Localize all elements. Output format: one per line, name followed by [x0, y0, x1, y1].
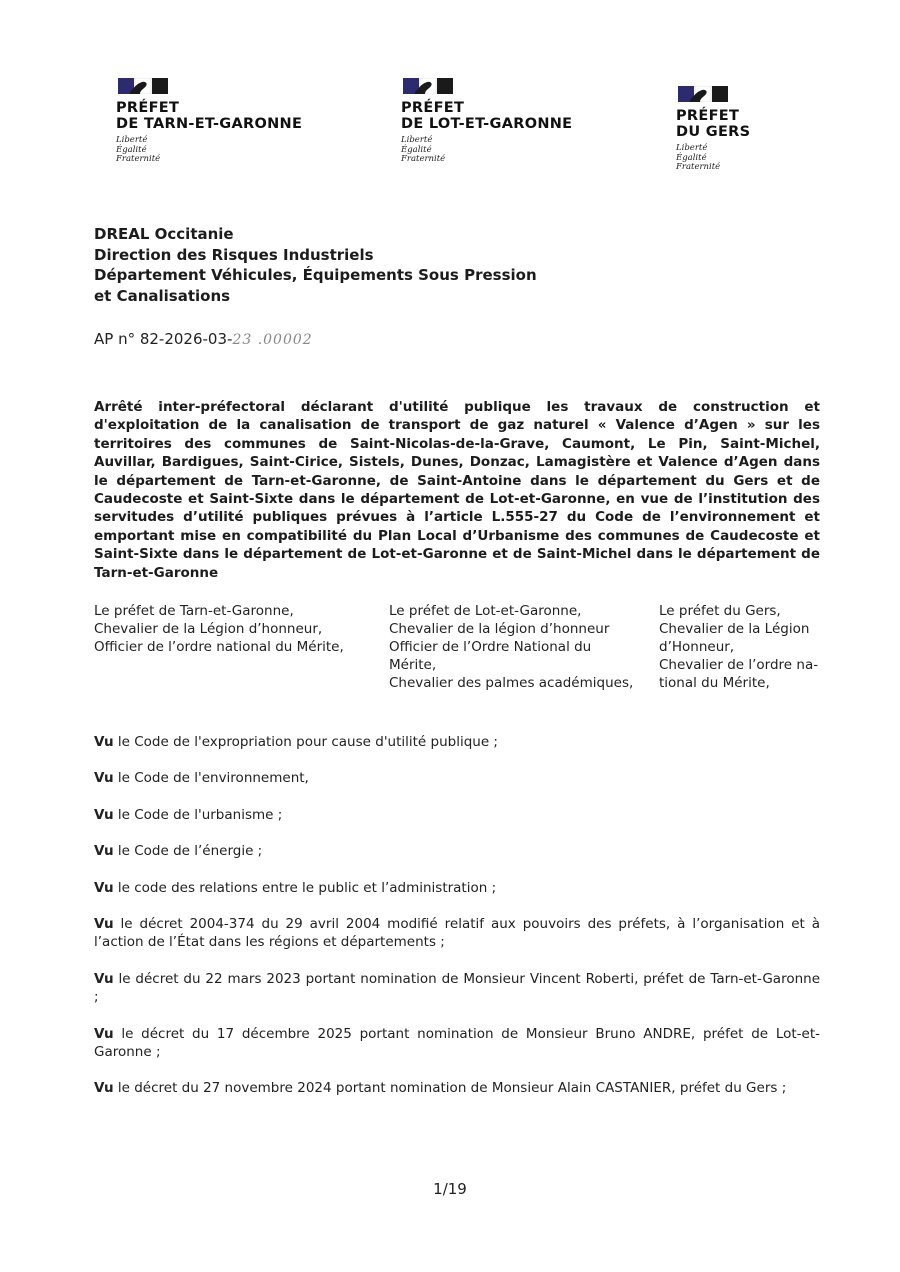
republic-motto: Liberté Égalité Fraternité — [401, 135, 446, 164]
logo-tarn-et-garonne — [116, 78, 302, 165]
visa-item: Vu le Code de l'environnement, — [94, 770, 309, 787]
prefect-tarn-et-garonne: Le préfet de Tarn-et-Garonne, Chevalier de la Légion d’honneur, Officier de l’ordre national du Mérite, — [94, 603, 344, 655]
logo-gers — [676, 86, 750, 173]
visa-item: Vu le décret du 27 novembre 2024 portant nomination de Monsieur Alain CASTANIER, préfet du Gers ; — [94, 1080, 787, 1097]
visa-item: Vu le Code de l’énergie ; — [94, 843, 263, 860]
prefet-title: PRÉFET DE LOT-ET-GARONNE — [401, 100, 573, 132]
page-number: 1/19 — [433, 1180, 467, 1198]
issuing-service: DREAL Occitanie Direction des Risques Industriels Département Véhicules, Équipements Sous Pression et Canalisations — [94, 225, 537, 305]
visa-item: Vu le Code de l'urbanisme ; — [94, 806, 283, 823]
republic-motto: Liberté Égalité Fraternité — [116, 135, 161, 164]
prefect-gers: Le préfet du Gers, Chevalier de la Légion d’Honneur, Chevalier de l’ordre na- tional du Mérite, — [659, 603, 819, 691]
visa-item: Vu le décret 2004-374 du 29 avril 2004 modifié relatif aux pouvoirs des préfets, à l’organisation et à l’action de l’État dans les régions et départements ; — [94, 916, 821, 951]
prefet-title: PRÉFET DU GERS — [676, 108, 751, 140]
prefet-title: PRÉFET DE TARN-ET-GARONNE — [116, 100, 303, 132]
visa-item: Vu le Code de l'expropriation pour cause d'utilité publique ; — [94, 734, 498, 750]
marianne-icon — [118, 78, 168, 94]
arrete-title: Arrêté inter-préfectoral déclarant d'utilité publique les travaux de construction et d'exploitation de la canalisation de transport de gaz naturel « Valence d’Agen » sur les territoires des communes de Saint-Nicolas-de-la-Grave, Caumont, Le Pin, Saint-Michel, Auvillar, Bardigues, Saint-Cirice, Sistels, Dunes, Donzac, Lamagistère et Valence d’Agen dans le département de Tarn-et-Garonne, de Saint-Antoine dans le département du Gers et de Caudecoste et Saint-Sixte dans le département de Lot-et-Garonne, en vue de l’institution des servitudes d’utilité publiques prévues à l’article L.555-27 du Code de l’environnement et emportant mise en compatibilité du Plan Local d’Urbanisme des communes de Caudecoste et Saint-Sixte dans le département de Lot-et-Garonne et de Saint-Michel dans le département de Tarn-et-Garonne — [94, 399, 820, 581]
logo-lot-et-garonne — [401, 78, 572, 165]
visa-item: Vu le décret du 22 mars 2023 portant nomination de Monsieur Vincent Roberti, préfet de Tarn-et-Garonne ; — [94, 970, 821, 1006]
republic-motto: Liberté Égalité Fraternité — [676, 143, 721, 172]
visas-list — [94, 733, 820, 1116]
visa-item: Vu le décret du 17 décembre 2025 portant nomination de Monsieur Bruno ANDRE, préfet de Lot-et-Garonne ; — [94, 1025, 820, 1061]
prefect-lot-et-garonne: Le préfet de Lot-et-Garonne, Chevalier de la légion d’honneur Officier de l’Ordre National du Mérite, Chevalier des palmes académiques, — [389, 603, 634, 691]
marianne-icon — [403, 78, 453, 94]
marianne-icon — [678, 86, 728, 102]
visa-item: Vu le code des relations entre le public et l’administration ; — [94, 879, 497, 896]
arrete-number: AP n° 82-2026-03-23 .00002 — [94, 330, 313, 348]
handwritten-number: 23 .00002 — [232, 332, 313, 348]
